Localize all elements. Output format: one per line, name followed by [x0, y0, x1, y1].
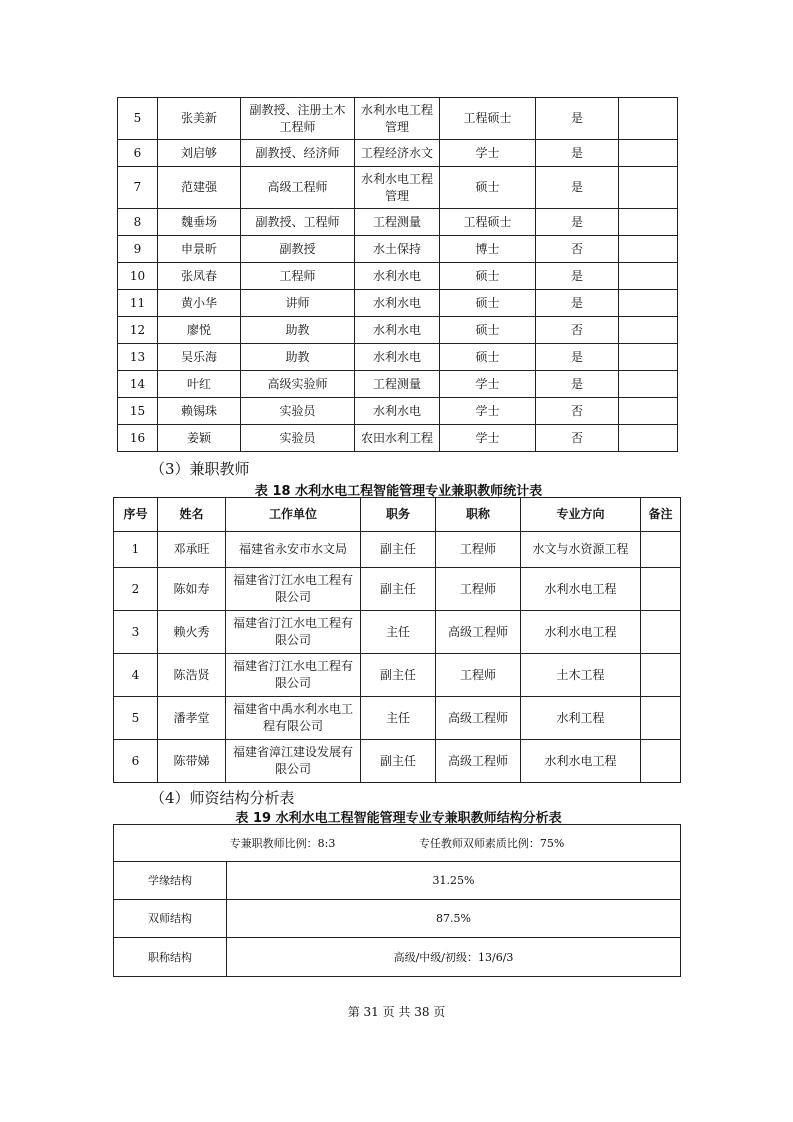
cell-title: 高级工程师	[436, 611, 521, 654]
cell-degree: 学士	[440, 371, 536, 398]
cell-name: 叶红	[158, 371, 241, 398]
cell-note	[641, 654, 681, 697]
table-row	[118, 167, 678, 209]
cell-name: 陈带娣	[158, 740, 226, 783]
cell-title: 助教	[241, 344, 355, 371]
cell-name: 范建强	[158, 167, 241, 209]
cell-field: 水文与水资源工程	[521, 532, 641, 568]
cell-degree: 学士	[440, 425, 536, 452]
table-row	[118, 317, 678, 344]
cell-post: 主任	[361, 611, 436, 654]
cell-name: 赖火秀	[158, 611, 226, 654]
cell-unit: 福建省中禹水利水电工程有限公司	[226, 697, 361, 740]
cell-note	[641, 568, 681, 611]
cell-name: 张凤春	[158, 263, 241, 290]
cell-field: 土木工程	[521, 654, 641, 697]
table-row	[118, 263, 678, 290]
ratio-dual-qualified: 专任教师双师素质比例：75%	[418, 836, 565, 850]
cell-degree: 学士	[440, 398, 536, 425]
cell-degree: 学士	[440, 140, 536, 167]
cell-no: 5	[118, 98, 158, 140]
cell-major: 农田水利工程	[355, 425, 440, 452]
header-note: 备注	[641, 498, 681, 532]
cell-name: 黄小华	[158, 290, 241, 317]
cell-title: 讲师	[241, 290, 355, 317]
cell-post: 副主任	[361, 532, 436, 568]
cell-title: 高级工程师	[436, 740, 521, 783]
cell-name: 刘启够	[158, 140, 241, 167]
cell-no: 11	[118, 290, 158, 317]
table-18-caption: 表 18 水利水电工程智能管理专业兼职教师统计表	[254, 484, 543, 499]
table-row	[118, 398, 678, 425]
cell-no: 3	[114, 611, 158, 654]
cell-no: 13	[118, 344, 158, 371]
cell-title: 工程师	[436, 568, 521, 611]
cell-name: 赖锡珠	[158, 398, 241, 425]
table-row	[118, 236, 678, 263]
cell-name: 申景昕	[158, 236, 241, 263]
cell-dual-qualified: 是	[536, 98, 619, 140]
cell-field: 水利水电工程	[521, 740, 641, 783]
section-heading-structure: （4）师资结构分析表	[150, 789, 295, 807]
cell-no: 8	[118, 209, 158, 236]
cell-post: 副主任	[361, 568, 436, 611]
summary-cell	[114, 825, 681, 862]
cell-title: 高级工程师	[241, 167, 355, 209]
cell-major: 水利水电工程管理	[355, 98, 440, 140]
cell-dual-qualified: 是	[536, 209, 619, 236]
table-row	[114, 568, 681, 611]
cell-no: 14	[118, 371, 158, 398]
parttime-teacher-table	[113, 497, 681, 783]
cell-name: 魏垂场	[158, 209, 241, 236]
cell-note	[619, 317, 678, 344]
cell-degree: 硕士	[440, 263, 536, 290]
cell-title: 实验员	[241, 425, 355, 452]
cell-degree: 硕士	[440, 290, 536, 317]
header-no: 序号	[114, 498, 158, 532]
cell-title: 副教授、注册土木工程师	[241, 98, 355, 140]
cell-note	[641, 532, 681, 568]
cell-dual-qualified: 是	[536, 344, 619, 371]
structure-analysis-table	[113, 824, 681, 977]
table-header-row	[114, 498, 681, 532]
cell-major: 工程测量	[355, 371, 440, 398]
cell-major: 水利水电	[355, 290, 440, 317]
cell-note	[619, 236, 678, 263]
cell-degree: 工程硕士	[440, 209, 536, 236]
cell-title: 副教授、经济师	[241, 140, 355, 167]
row-value: 高级/中级/初级：13/6/3	[227, 938, 681, 977]
cell-title: 高级实验师	[241, 371, 355, 398]
cell-name: 姜颖	[158, 425, 241, 452]
table-row	[118, 140, 678, 167]
cell-no: 9	[118, 236, 158, 263]
cell-note	[619, 398, 678, 425]
header-post: 职务	[361, 498, 436, 532]
cell-no: 6	[114, 740, 158, 783]
table-row	[118, 371, 678, 398]
header-field: 专业方向	[521, 498, 641, 532]
header-name: 姓名	[158, 498, 226, 532]
cell-dual-qualified: 是	[536, 167, 619, 209]
cell-unit: 福建省汀江水电工程有限公司	[226, 568, 361, 611]
cell-dual-qualified: 否	[536, 425, 619, 452]
cell-field: 水利水电工程	[521, 611, 641, 654]
cell-degree: 硕士	[440, 344, 536, 371]
cell-major: 工程经济水文	[355, 140, 440, 167]
cell-no: 7	[118, 167, 158, 209]
cell-name: 张美新	[158, 98, 241, 140]
cell-major: 水土保持	[355, 236, 440, 263]
cell-dual-qualified: 是	[536, 290, 619, 317]
cell-note	[619, 140, 678, 167]
cell-degree: 工程硕士	[440, 98, 536, 140]
cell-post: 主任	[361, 697, 436, 740]
cell-name: 吴乐海	[158, 344, 241, 371]
cell-no: 4	[114, 654, 158, 697]
cell-name: 邓承旺	[158, 532, 226, 568]
cell-note	[641, 611, 681, 654]
cell-major: 工程测量	[355, 209, 440, 236]
cell-post: 副主任	[361, 740, 436, 783]
cell-major: 水利水电	[355, 344, 440, 371]
cell-major: 水利水电	[355, 263, 440, 290]
cell-name: 潘孝堂	[158, 697, 226, 740]
cell-title: 高级工程师	[436, 697, 521, 740]
table-row	[114, 862, 681, 900]
fulltime-teacher-table	[117, 97, 678, 452]
cell-note	[641, 740, 681, 783]
cell-title: 副教授	[241, 236, 355, 263]
cell-note	[619, 425, 678, 452]
cell-title: 实验员	[241, 398, 355, 425]
row-label: 职称结构	[114, 938, 227, 977]
cell-unit: 福建省漳江建设发展有限公司	[226, 740, 361, 783]
header-unit: 工作单位	[226, 498, 361, 532]
ratio-parttime: 专兼职教师比例：8:3	[229, 836, 336, 850]
cell-title: 工程师	[436, 532, 521, 568]
row-value: 87.5%	[227, 900, 681, 938]
table-row	[118, 209, 678, 236]
table-row	[114, 938, 681, 977]
cell-no: 15	[118, 398, 158, 425]
cell-unit: 福建省永安市水文局	[226, 532, 361, 568]
table-row	[114, 654, 681, 697]
cell-note	[619, 344, 678, 371]
cell-dual-qualified: 是	[536, 263, 619, 290]
table-row	[114, 697, 681, 740]
cell-dual-qualified: 否	[536, 398, 619, 425]
cell-no: 10	[118, 263, 158, 290]
cell-degree: 硕士	[440, 317, 536, 344]
cell-title: 助教	[241, 317, 355, 344]
cell-title: 工程师	[436, 654, 521, 697]
row-label: 学缘结构	[114, 862, 227, 900]
table-row	[118, 290, 678, 317]
cell-no: 1	[114, 532, 158, 568]
cell-note	[641, 697, 681, 740]
cell-dual-qualified: 是	[536, 371, 619, 398]
table-row	[118, 344, 678, 371]
cell-note	[619, 167, 678, 209]
section-heading-parttime: （3）兼职教师	[150, 460, 250, 478]
page-footer: 第 31 页 共 38 页	[347, 1005, 446, 1019]
table-row	[114, 532, 681, 568]
table-row	[118, 98, 678, 140]
cell-field: 水利水电工程	[521, 568, 641, 611]
cell-unit: 福建省汀江水电工程有限公司	[226, 611, 361, 654]
cell-dual-qualified: 否	[536, 317, 619, 344]
cell-note	[619, 98, 678, 140]
cell-no: 2	[114, 568, 158, 611]
table-row	[118, 425, 678, 452]
cell-note	[619, 371, 678, 398]
cell-field: 水利工程	[521, 697, 641, 740]
table-19-caption: 表 19 水利水电工程智能管理专业专兼职教师结构分析表	[235, 811, 562, 826]
cell-degree: 博士	[440, 236, 536, 263]
row-label: 双师结构	[114, 900, 227, 938]
cell-note	[619, 263, 678, 290]
cell-note	[619, 209, 678, 236]
cell-degree: 硕士	[440, 167, 536, 209]
cell-name: 陈浩贤	[158, 654, 226, 697]
cell-no: 12	[118, 317, 158, 344]
cell-dual-qualified: 否	[536, 236, 619, 263]
summary-row	[114, 825, 681, 862]
cell-unit: 福建省汀江水电工程有限公司	[226, 654, 361, 697]
cell-name: 陈如寿	[158, 568, 226, 611]
cell-dual-qualified: 是	[536, 140, 619, 167]
cell-post: 副主任	[361, 654, 436, 697]
cell-no: 5	[114, 697, 158, 740]
cell-title: 工程师	[241, 263, 355, 290]
table-row	[114, 611, 681, 654]
cell-no: 6	[118, 140, 158, 167]
table-row	[114, 900, 681, 938]
cell-major: 水利水电	[355, 317, 440, 344]
cell-note	[619, 290, 678, 317]
table-row	[114, 740, 681, 783]
cell-no: 16	[118, 425, 158, 452]
cell-title: 副教授、工程师	[241, 209, 355, 236]
cell-major: 水利水电工程管理	[355, 167, 440, 209]
cell-major: 水利水电	[355, 398, 440, 425]
header-title: 职称	[436, 498, 521, 532]
row-value: 31.25%	[227, 862, 681, 900]
cell-name: 廖悦	[158, 317, 241, 344]
